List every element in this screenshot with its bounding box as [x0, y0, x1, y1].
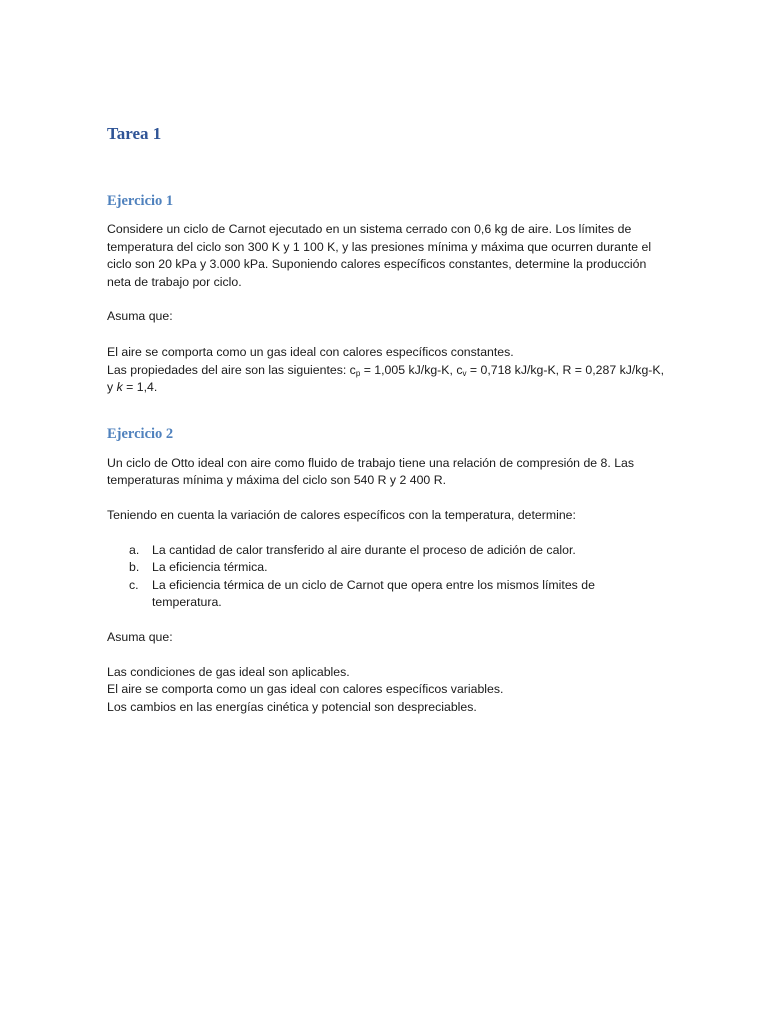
list-marker: c. [129, 577, 139, 592]
list-marker: b. [129, 560, 140, 575]
exercise-2-statement: Un ciclo de Otto ideal con aire como fluido de trabajo tiene una relación de compresión de 8. Las temperaturas mínima y máxima del ciclo son 540 R y 2 400 R. [107, 455, 635, 488]
exercise-2-assume-label: Asuma que: [107, 629, 173, 644]
document-content [107, 122, 667, 716]
list-item-text: La cantidad de calor transferido al aire durante el proceso de adición de calor. [152, 542, 576, 557]
exercise-2-assumption: Las condiciones de gas ideal son aplicables. [107, 664, 350, 679]
list-item-text: La eficiencia térmica. [152, 560, 268, 575]
list-item [107, 542, 667, 560]
exercise-2-assumption: El aire se comporta como un gas ideal con calores específicos variables. [107, 682, 504, 697]
page-title: Tarea 1 [107, 124, 162, 143]
exercise-1-properties: Las propiedades del aire son las siguientes: $c_p = 1,005$ kJ/kg-K, $c_v = 0,718$ kJ/kg-K, R = 0,287 kJ/kg-K, y k = 1,4. [107, 362, 664, 395]
exercise-1-assume-label: Asuma que: [107, 309, 173, 324]
exercise-1-statement: Considere un ciclo de Carnot ejecutado en un sistema cerrado con 0,6 kg de aire. Los límites de temperatura del ciclo son 300 K y 1 100 K, y las presiones mínima y máxima que ocurren durante el ciclo son 20 kPa y 3.000 kPa. Suponiendo calores específicos constantes, determine la producción neta de trabajo por ciclo. [107, 222, 652, 289]
exercise-1-heading: Ejercicio 1 [107, 193, 174, 209]
list-item-text: La eficiencia térmica de un ciclo de Carnot que opera entre los mismos límites de temperatura. [152, 577, 595, 610]
exercise-2-question-list [107, 542, 667, 612]
list-marker: a. [129, 542, 140, 557]
list-item [107, 577, 667, 612]
exercise-2-heading: Ejercicio 2 [107, 425, 174, 442]
exercise-2-instruction: Teniendo en cuenta la variación de calores específicos con la temperatura, determine: [107, 507, 576, 522]
exercise-2-assumption: Los cambios en las energías cinética y potencial son despreciables. [107, 699, 477, 714]
exercise-1-assumption: El aire se comporta como un gas ideal con calores específicos constantes. [107, 344, 514, 359]
list-item [107, 559, 667, 577]
